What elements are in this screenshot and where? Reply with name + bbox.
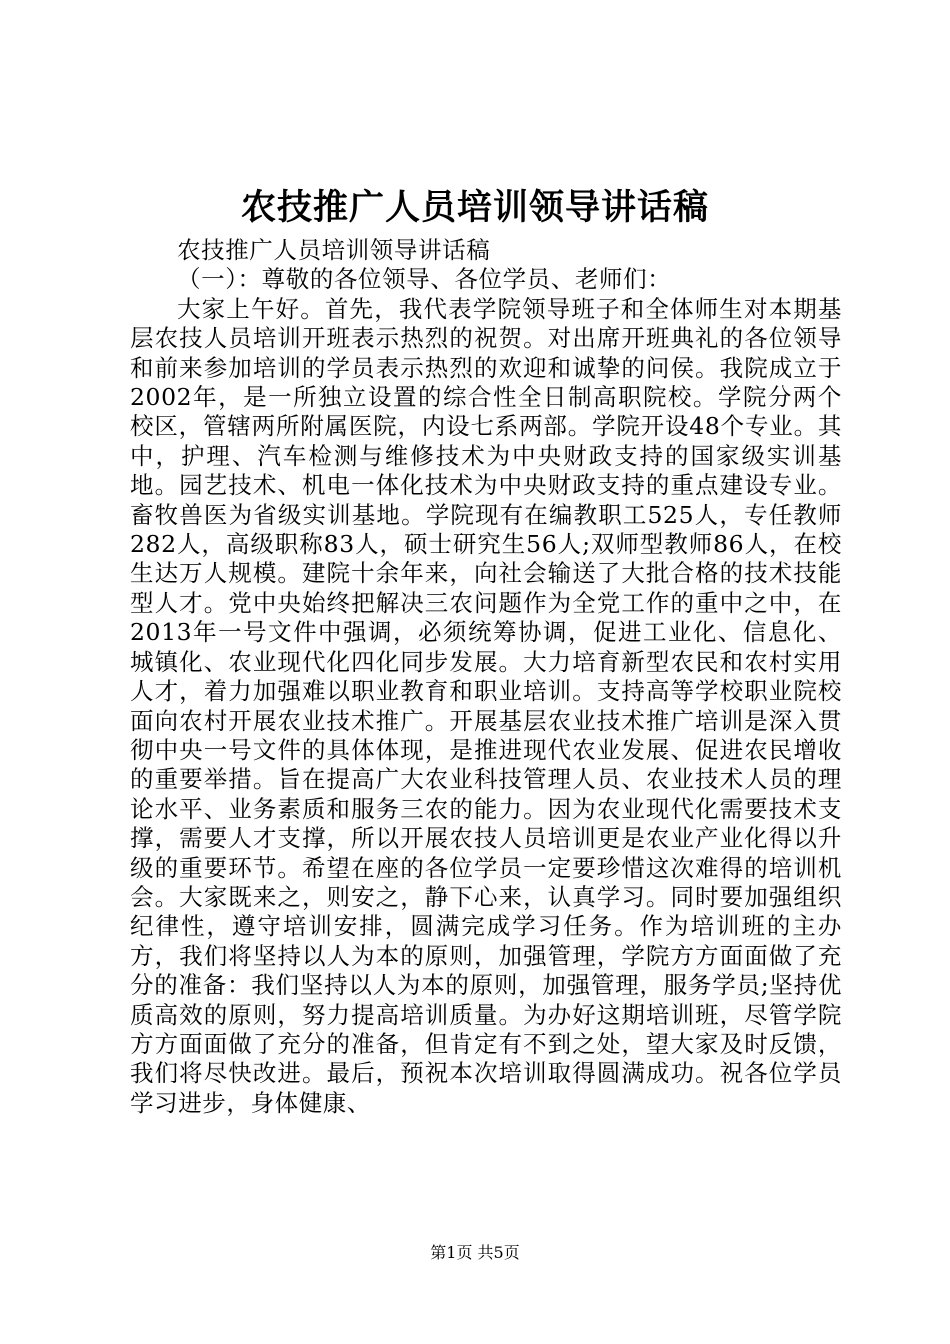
page-number: 第1页 共5页 [430,1243,520,1262]
document-title: 农技推广人员培训领导讲话稿 [240,187,709,228]
salutation-paragraph: （一）：尊敬的各位领导、各位学员、老师们： [177,265,672,294]
document-body [130,236,842,1118]
speech-paragraph: 大家上午好。首先，我代表学院领导班子和全体师生对本期基层农技人员培训开班表示热烈的祝贺。对出席开班典礼的各位领导和前来参加培训的学员表示热烈的欢迎和诚挚的问侯。我院成立于2002年，是一所独立设置的综合性全日制高职院校。学院分两个校区，管辖两所附属医院，内设七系两部。学院开设48个专业。其中，护理、汽车检测与维修技术为中央财政支持的国家级实训基地。园艺技术、机电一体化技术为中央财政支持的重点建设专业。畜牧兽医为省级实训基地。学院现有在编教职工525人，专任教师282人，高级职称83人，硕士研究生56人;双师型教师86人，在校生达万人规模。建院十余年来，向社会输送了大批合格的技术技能型人才。党中央始终把解决三农问题作为全党工作的重中之中，在2013年一号文件中强调，必须统筹协调，促进工业化、信息化、城镇化、农业现代化四化同步发展。大力培育新型农民和农村实用人才，着力加强难以职业教育和职业培训。支持高等学校职业院校面向农村开展农业技术推广。开展基层农业技术推广培训是深入贯彻中央一号文件的具体体现，是推进现代农业发展、促进农民增收的重要举措。旨在提高广大农业科技管理人员、农业技术人员的理论水平、业务素质和服务三农的能力。因为农业现代化需要技术支撑，需要人才支撑，所以开展农技人员培训更是农业产业化得以升级的重要环节。希望在座的各位学员一定要珍惜这次难得的培训机会。大家既来之，则安之，静下心来，认真学习。同时要加强组织纪律性，遵守培训安排，圆满完成学习任务。作为培训班的主办方，我们将坚持以人为本的原则，加强管理，学院方方面面做了充分的准备：我们坚持以人为本的原则，加强管理，服务学员;坚持优质高效的原则，努力提高培训质量。为办好这期培训班，尽管学院方方面面做了充分的准备，但肯定有不到之处，望大家及时反馈，我们将尽快改进。最后，预祝本次培训取得圆满成功。祝各位学员学习进步，身体健康、 [130,294,842,1117]
subtitle-paragraph: 农技推广人员培训领导讲话稿 [177,236,491,264]
